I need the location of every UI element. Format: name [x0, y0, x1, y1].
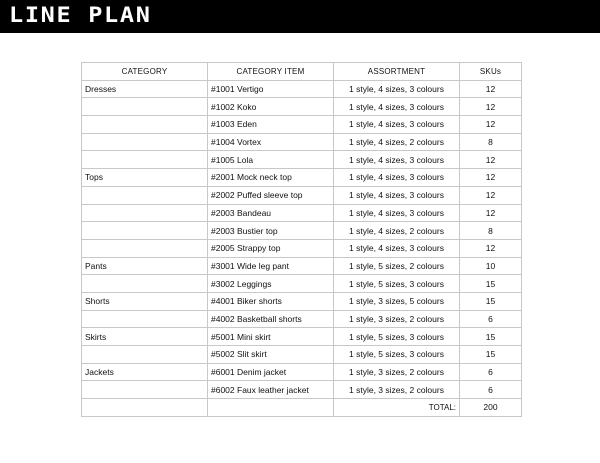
category-cell: Tops — [82, 169, 208, 187]
assortment-cell: 1 style, 4 sizes, 3 colours — [334, 80, 460, 98]
category-cell: Pants — [82, 257, 208, 275]
total-label: TOTAL: — [334, 399, 460, 417]
assortment-cell: 1 style, 3 sizes, 5 colours — [334, 292, 460, 310]
assortment-cell: 1 style, 4 sizes, 2 colours — [334, 222, 460, 240]
table-row — [82, 222, 522, 240]
skus-cell: 12 — [460, 169, 522, 187]
skus-cell: 8 — [460, 133, 522, 151]
item-cell: #1004 Vortex — [208, 133, 334, 151]
table-row — [82, 381, 522, 399]
table-row — [82, 292, 522, 310]
skus-cell: 6 — [460, 381, 522, 399]
item-cell: #4002 Basketball shorts — [208, 310, 334, 328]
item-cell: #2003 Bustier top — [208, 222, 334, 240]
item-cell: #4001 Biker shorts — [208, 292, 334, 310]
item-cell: #2002 Puffed sleeve top — [208, 186, 334, 204]
skus-cell: 6 — [460, 310, 522, 328]
page-title: LINE PLAN — [9, 3, 152, 27]
table-row — [82, 328, 522, 346]
item-cell: #2001 Mock neck top — [208, 169, 334, 187]
table-row — [82, 133, 522, 151]
assortment-cell: 1 style, 3 sizes, 2 colours — [334, 363, 460, 381]
table-row — [82, 257, 522, 275]
table-row — [82, 116, 522, 134]
header-category: CATEGORY — [82, 63, 208, 81]
item-cell: #1002 Koko — [208, 98, 334, 116]
category-cell — [82, 116, 208, 134]
title-bar — [0, 0, 600, 33]
category-cell: Jackets — [82, 363, 208, 381]
category-cell — [82, 98, 208, 116]
category-cell — [82, 186, 208, 204]
total-value: 200 — [460, 399, 522, 417]
table-row — [82, 151, 522, 169]
assortment-cell: 1 style, 4 sizes, 3 colours — [334, 151, 460, 169]
table-row — [82, 346, 522, 364]
item-cell: #6002 Faux leather jacket — [208, 381, 334, 399]
table-row — [82, 204, 522, 222]
item-cell: #2003 Bandeau — [208, 204, 334, 222]
skus-cell: 12 — [460, 98, 522, 116]
table-body — [82, 80, 522, 398]
category-cell — [82, 239, 208, 257]
skus-cell: 6 — [460, 363, 522, 381]
assortment-cell: 1 style, 5 sizes, 3 colours — [334, 328, 460, 346]
category-cell — [82, 310, 208, 328]
skus-cell: 15 — [460, 346, 522, 364]
item-cell: #6001 Denim jacket — [208, 363, 334, 381]
assortment-cell: 1 style, 4 sizes, 3 colours — [334, 169, 460, 187]
item-cell: #3001 Wide leg pant — [208, 257, 334, 275]
header-category-item: CATEGORY ITEM — [208, 63, 334, 81]
category-cell — [82, 275, 208, 293]
skus-cell: 15 — [460, 292, 522, 310]
category-cell — [82, 381, 208, 399]
category-cell — [82, 133, 208, 151]
item-cell: #5002 Slit skirt — [208, 346, 334, 364]
assortment-cell: 1 style, 4 sizes, 3 colours — [334, 186, 460, 204]
skus-cell: 12 — [460, 204, 522, 222]
item-cell: #2005 Strappy top — [208, 239, 334, 257]
item-cell: #1003 Eden — [208, 116, 334, 134]
assortment-cell: 1 style, 5 sizes, 2 colours — [334, 257, 460, 275]
table-row — [82, 80, 522, 98]
skus-cell: 12 — [460, 239, 522, 257]
assortment-cell: 1 style, 4 sizes, 3 colours — [334, 239, 460, 257]
line-plan-table — [81, 62, 522, 417]
skus-cell: 12 — [460, 151, 522, 169]
total-row — [82, 399, 522, 417]
category-cell: Shorts — [82, 292, 208, 310]
assortment-cell: 1 style, 3 sizes, 2 colours — [334, 381, 460, 399]
category-cell: Skirts — [82, 328, 208, 346]
skus-cell: 12 — [460, 80, 522, 98]
assortment-cell: 1 style, 5 sizes, 3 colours — [334, 346, 460, 364]
table-row — [82, 169, 522, 187]
skus-cell: 15 — [460, 328, 522, 346]
item-cell: #3002 Leggings — [208, 275, 334, 293]
category-cell — [82, 204, 208, 222]
header-row — [82, 63, 522, 81]
table-row — [82, 239, 522, 257]
table-row — [82, 363, 522, 381]
total-empty-cell — [82, 399, 208, 417]
skus-cell: 10 — [460, 257, 522, 275]
category-cell — [82, 346, 208, 364]
table-row — [82, 310, 522, 328]
skus-cell: 8 — [460, 222, 522, 240]
assortment-cell: 1 style, 4 sizes, 3 colours — [334, 204, 460, 222]
assortment-cell: 1 style, 4 sizes, 3 colours — [334, 98, 460, 116]
category-cell — [82, 222, 208, 240]
skus-cell: 15 — [460, 275, 522, 293]
assortment-cell: 1 style, 5 sizes, 3 colours — [334, 275, 460, 293]
assortment-cell: 1 style, 4 sizes, 2 colours — [334, 133, 460, 151]
table-row — [82, 186, 522, 204]
header-skus: SKUs — [460, 63, 522, 81]
assortment-cell: 1 style, 4 sizes, 3 colours — [334, 116, 460, 134]
item-cell: #5001 Mini skirt — [208, 328, 334, 346]
category-cell — [82, 151, 208, 169]
table-row — [82, 275, 522, 293]
item-cell: #1005 Lola — [208, 151, 334, 169]
category-cell: Dresses — [82, 80, 208, 98]
skus-cell: 12 — [460, 186, 522, 204]
item-cell: #1001 Vertigo — [208, 80, 334, 98]
skus-cell: 12 — [460, 116, 522, 134]
table-row — [82, 98, 522, 116]
header-assortment: ASSORTMENT — [334, 63, 460, 81]
total-empty-cell — [208, 399, 334, 417]
assortment-cell: 1 style, 3 sizes, 2 colours — [334, 310, 460, 328]
